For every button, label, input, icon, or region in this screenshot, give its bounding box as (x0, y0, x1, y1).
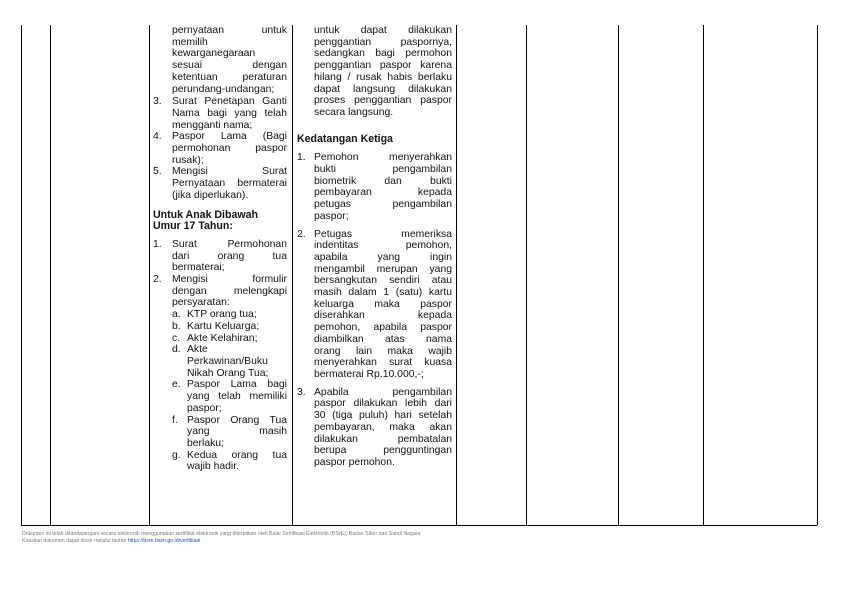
text-line: bersangkutan sendiri atau (314, 275, 452, 287)
section-heading: Kedatangan Ketiga (297, 132, 393, 145)
list-number: 2. (153, 274, 162, 286)
text-line: KTP orang tua; (187, 309, 257, 321)
text-line: masih dalam 1 (satu) kartu (314, 287, 452, 299)
text-line: berupa pengguntingan (314, 445, 452, 457)
text-line: sesuai dengan (172, 60, 287, 72)
numbered-list (153, 239, 287, 309)
list-item (153, 96, 287, 131)
sub-list-item (172, 450, 287, 473)
procedure-cell (297, 25, 452, 469)
sub-list-item (172, 415, 287, 450)
text-line: Paspor Lama bagi (187, 379, 287, 391)
text-line: indentitas pemohon, (314, 240, 452, 252)
text-line: menyerahkan surat kuasa (314, 357, 452, 369)
text-line: berlaku; (187, 437, 224, 449)
text-line: paspor dilakukan lebih dari (314, 398, 452, 410)
text-line: Mengisi Surat (172, 166, 287, 178)
text-line: Surat Penetapan Ganti (172, 96, 287, 108)
text-line: dengan melengkapi (172, 285, 287, 297)
requirements-cell (153, 25, 287, 473)
text-line: Surat Permohonan (172, 238, 287, 250)
text-line: hilang / rusak habis berlaku (314, 71, 452, 83)
list-number: g. (172, 449, 181, 461)
text-line: 30 (tiga puluh) hari setelah (314, 410, 452, 422)
text-line: Kedua orang tua (187, 449, 287, 461)
text-line: kewarganegaraan (172, 48, 256, 60)
text-line: proses penggantian paspor (314, 95, 452, 107)
column-border (618, 25, 619, 525)
column-border (50, 25, 51, 525)
text-line: penggantian paspor karena (314, 60, 452, 72)
text-line: persyaratan: (172, 297, 230, 309)
list-number: b. (172, 320, 181, 332)
numbered-list (153, 96, 287, 201)
text-line: orang lain maka wajib (314, 345, 452, 357)
text-line: wajib hadir. (187, 461, 239, 473)
list-number: e. (172, 379, 181, 391)
text-line: Paspor Lama (Bagi (172, 131, 287, 143)
text-line: petugas pengambilan (314, 199, 452, 211)
list-item (153, 239, 287, 274)
list-number: 1. (297, 152, 306, 164)
text-line: apabila yang ingin (314, 251, 452, 263)
text-line: Apabila pengambilan (314, 386, 452, 398)
continued-text (153, 25, 287, 95)
list-item (153, 274, 287, 309)
list-number: 2. (297, 228, 306, 240)
text-line: keluarga maka paspor (314, 298, 452, 310)
text-line: Perkawinan/Buku (187, 355, 268, 367)
text-line: mengganti nama; (172, 119, 253, 131)
text-line: Paspor Orang Tua (187, 414, 287, 426)
text-line: bermaterai; (172, 262, 225, 274)
text-line: sedangkan bagi permohon (314, 48, 452, 60)
text-line: bukti pengambilan (314, 164, 452, 176)
text-line: pemohon, apabila paspor (314, 322, 452, 334)
verification-link[interactable]: https://bsre.bssn.go.id/verifikasi (127, 537, 201, 544)
sub-list-item (172, 321, 287, 333)
text-line: permohonan paspor (172, 143, 287, 155)
footer-line (22, 538, 421, 545)
signature-footer (22, 531, 421, 544)
list-number: a. (172, 309, 181, 321)
text-line: Pernyataan bermaterai (172, 178, 287, 190)
column-border (817, 25, 818, 525)
column-border (456, 25, 457, 525)
text-line: Mengisi formulir (172, 274, 287, 286)
text-line: Akte Kelahiran; (187, 332, 258, 344)
list-number: 3. (153, 96, 162, 108)
text-line: dari orang tua (172, 250, 287, 262)
column-border (526, 25, 527, 525)
numbered-list (297, 152, 452, 468)
text-line: penggantian paspornya, (314, 36, 452, 48)
list-item (297, 387, 452, 469)
text-line: mengambil merupan yang (314, 263, 452, 275)
text-line: memilih (172, 36, 208, 48)
sub-list-item (172, 333, 287, 345)
text-line: pembayaran kepada (314, 187, 452, 199)
list-item (153, 166, 287, 201)
list-number: f. (172, 414, 178, 426)
list-number: d. (172, 344, 181, 356)
text-line: bermaterai Rp.10.000,-; (314, 368, 424, 380)
sub-list-item (172, 344, 287, 379)
list-item (153, 131, 287, 166)
heading-line: Untuk Anak Dibawah (153, 208, 258, 221)
list-number: c. (172, 332, 181, 344)
text-line: pembayaran, maka akan (314, 421, 452, 433)
sub-list-item (172, 379, 287, 414)
text-line: paspor; (187, 402, 222, 414)
text-line: rusak); (172, 154, 204, 166)
list-number: 3. (297, 386, 306, 398)
text-line: dilakukan pembatalan (314, 433, 452, 445)
footer-line: Dokumen ini telah ditandatangani secara elektronik menggunakan sertifikat elektronik yang diterbitkan oleh Balai Sertifikasi Elektronik (BSrE), Badan Siber dan Sandi Negara (22, 531, 421, 537)
column-border (149, 25, 150, 525)
section-heading (153, 210, 287, 233)
column-border (703, 25, 704, 525)
text-line: Kartu Keluarga; (187, 320, 260, 332)
text-line: biometrik dan bukti (314, 175, 452, 187)
list-item (297, 229, 452, 381)
table-bottom-border (21, 525, 817, 526)
column-border (292, 25, 293, 525)
text-line: perundang-undangan; (172, 83, 275, 95)
text-line: pernyataan untuk (172, 25, 287, 36)
sub-list (153, 309, 287, 473)
text-line: untuk dapat dilakukan (314, 25, 452, 36)
text-line: ketentuan peraturan (172, 71, 287, 83)
footer-text: Keaslian dokumen dapat dicek melalui tautan (22, 537, 128, 544)
text-line: Akte (187, 344, 208, 356)
heading-line: Umur 17 Tahun: (153, 220, 233, 233)
text-line: diambilkan atas nama (314, 333, 452, 345)
column-border (21, 25, 22, 525)
text-line: yang telah memiliki (187, 391, 287, 403)
text-line: yang masih (187, 426, 287, 438)
list-item (297, 152, 452, 222)
text-line: diserahkan kepada (314, 310, 452, 322)
sub-list-item (172, 309, 287, 321)
list-number: 5. (153, 166, 162, 178)
text-line: Petugas memeriksa (314, 228, 452, 240)
text-line: paspor pemohon. (314, 456, 395, 468)
text-line: Nikah Orang Tua; (187, 367, 269, 379)
list-number: 1. (153, 238, 162, 250)
text-line: Nama bagi yang telah (172, 107, 287, 119)
numbered-list (172, 309, 287, 473)
continued-text (297, 25, 452, 119)
text-line: secara langsung. (314, 106, 394, 118)
text-line: Pemohon menyerahkan (314, 152, 452, 164)
text-line: (jika diperlukan). (172, 189, 249, 201)
list-number: 4. (153, 131, 162, 143)
text-line: paspor; (314, 210, 349, 222)
text-line: dapat langsung dilakukan (314, 83, 452, 95)
